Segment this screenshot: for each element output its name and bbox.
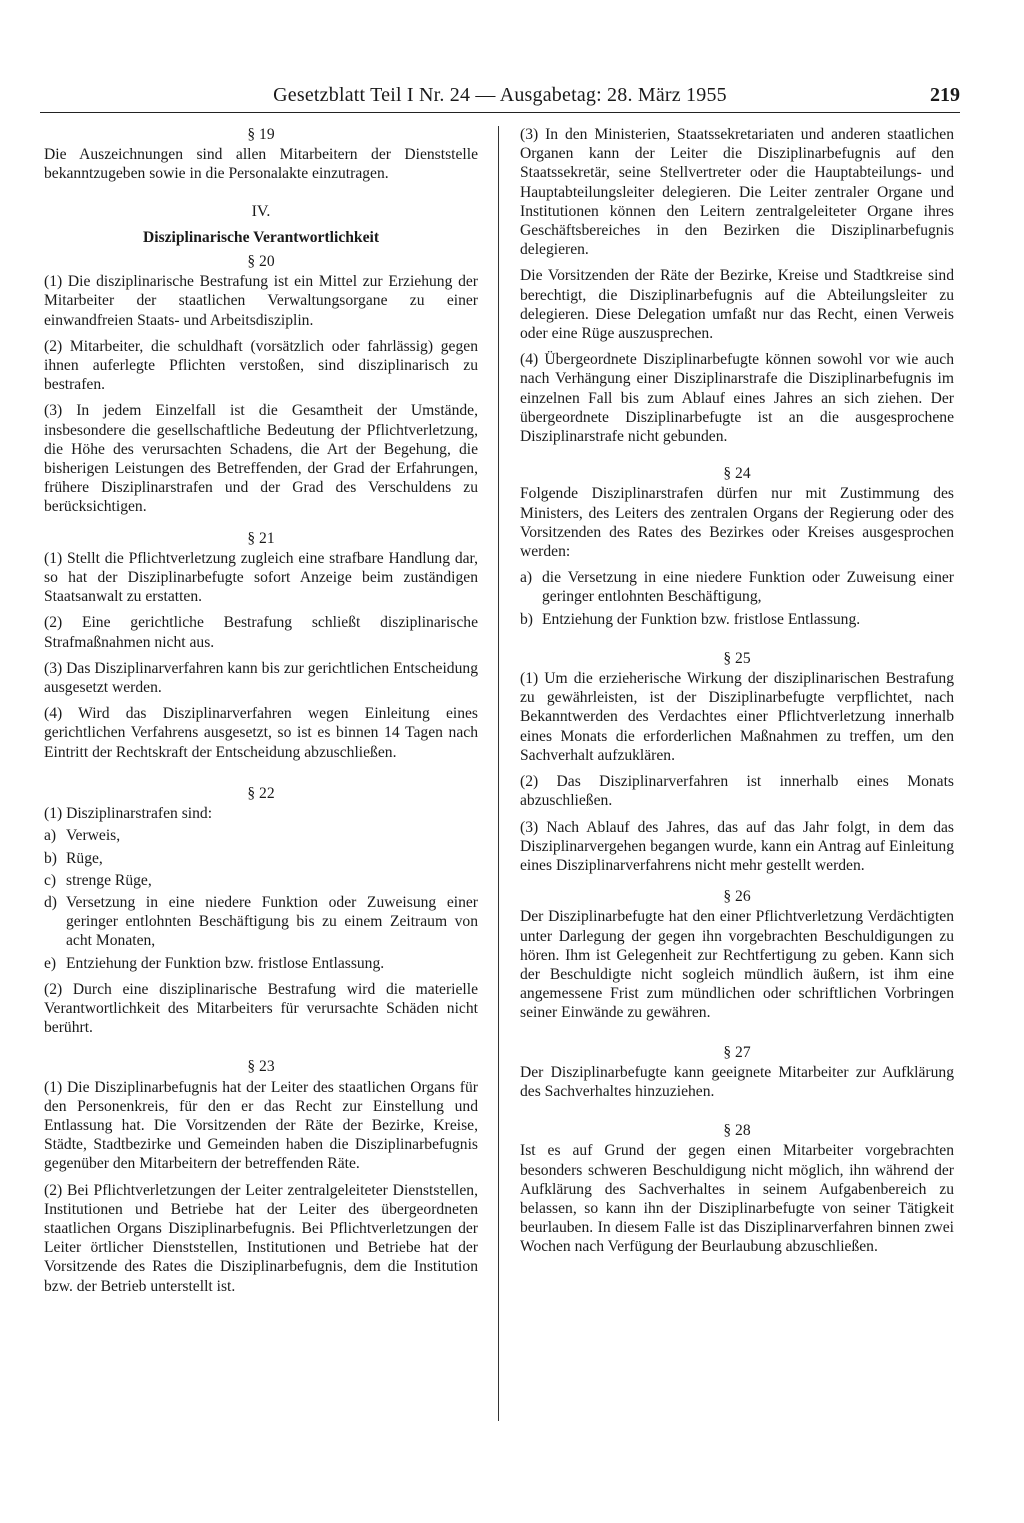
paragraph: (2) Durch eine disziplinarische Bestrafung wird die materielle Verantwortlichkeit des Mitarbeiters für verursachte Schäden nicht berührt. xyxy=(44,980,478,1037)
header-rule xyxy=(40,112,960,113)
approval-list xyxy=(520,568,954,629)
section-heading-23: § 23 xyxy=(247,1058,275,1076)
right-column xyxy=(520,125,954,1264)
paragraph: Der Disziplinarbefugte kann geeignete Mitarbeiter zur Aufklärung des Sachverhaltes hinzuziehen. xyxy=(520,1063,954,1100)
section-heading-27: § 27 xyxy=(723,1043,751,1061)
paragraph: (3) In jedem Einzelfall ist die Gesamtheit der Umstände, insbesondere die gesellschaftliche Bedeutung der Pflichtverletzung, die Höhe des verursachten Schadens, die Art der Begehung, die bisherigen Leistungen des Betreffenden, der Grad der Erfahrungen, frühere Disziplinarstrafen und der Grad des Verschuldens zu berücksichtigen. xyxy=(44,402,478,516)
section-heading-26: § 26 xyxy=(723,888,751,906)
paragraph: (2) Das Disziplinarverfahren ist innerhalb eines Monats abzuschließen. xyxy=(520,773,954,810)
paragraph: (4) Übergeordnete Disziplinarbefugte können sowohl vor wie auch nach Verhängung einer Disziplinarstrafe die Disziplinarbefugnis im einzelnen Fall bis zum Ablauf eines Jahres an sich ziehen. Der übergeordnete Disziplinarbefugte ist an die ausgesprochene Disziplinarstrafe nicht gebunden. xyxy=(520,351,954,446)
section-heading-21: § 21 xyxy=(247,529,275,547)
paragraph: (2) Mitarbeiter, die schuldhaft (vorsätzlich oder fahrlässig) gegen ihnen auferlegte Pflichten verstoßen, sind disziplinarisch zu bestrafen. xyxy=(44,337,478,394)
paragraph: Ist es auf Grund der gegen einen Mitarbeiter vorgebrachten besonders schweren Beschuldigung nicht möglich, ihn während der Aufklärung des Sachverhaltes in seinem Aufgabenbereich zu belassen, so kann ihn der Disziplinarbefugte von seiner Tätigkeit beurlauben. In diesem Falle ist das Disziplinarverfahren binnen zwei Wochen nach Verfügung der Beurlaubung abzuschließen. xyxy=(520,1142,954,1256)
paragraph: (1) Disziplinarstrafen sind: xyxy=(44,805,213,823)
list-item xyxy=(44,954,478,973)
section-heading-19: § 19 xyxy=(247,126,275,143)
header-title: Gesetzblatt Teil I Nr. 24 — Ausgabetag: 28. März 1955 xyxy=(273,84,727,106)
list-item xyxy=(520,568,954,606)
paragraph: (1) Stellt die Pflichtverletzung zugleich eine strafbare Handlung dar, so hat der Disziplinarbefugte sofort Anzeige beim zuständigen Staatsanwalt zu erstatten. xyxy=(44,549,478,606)
left-column xyxy=(44,125,478,1303)
list-letter: c) xyxy=(44,871,57,889)
list-text: Entziehung der Funktion bzw. fristlose Entlassung. xyxy=(542,610,861,628)
paragraph: (3) Nach Ablauf des Jahres, das auf das Jahr folgt, in dem das Disziplinarvergehen begangen wurde, kann ein Antrag auf Einleitung eines Disziplinarverfahrens nicht mehr gestellt werden. xyxy=(520,818,954,874)
list-item xyxy=(44,826,478,845)
list-text: Rüge, xyxy=(66,849,103,867)
list-letter: a) xyxy=(520,569,533,587)
chapter-number: IV. xyxy=(251,202,271,220)
paragraph: (4) Wird das Disziplinarverfahren wegen Einleitung eines gerichtlichen Verfahrens ausgesetzt, so ist es binnen 14 Tagen nach Eintritt der Rechtskraft der Entscheidung abzuschließen. xyxy=(44,705,478,761)
paragraph: (1) Die Disziplinarbefugnis hat der Leiter des staatlichen Organs für den Personenkreis, für den er das Recht zur Einstellung und Entlassung hat. Die Vorsitzenden der Räte der Bezirke, Kreise, Städte, Stadtbezirke und Gemeinden haben die Disziplinarbefugnis gegenüber den Mitarbeitern der betreffenden Räte. xyxy=(44,1078,478,1173)
paragraph: Folgende Disziplinarstrafen dürfen nur mit Zustimmung des Ministers, des Leiters des zentralen Organs der Regierung oder des Vorsitzenden des Rates des Bezirkes oder Kreises ausgesprochen werden: xyxy=(520,485,954,561)
list-letter: b) xyxy=(44,849,57,867)
section-heading-22: § 22 xyxy=(247,784,275,802)
list-item xyxy=(44,871,478,890)
list-item xyxy=(44,849,478,868)
penalty-list xyxy=(44,826,478,972)
section-heading-25: § 25 xyxy=(723,649,751,667)
list-letter: d) xyxy=(44,893,57,911)
paragraph: (3) Das Disziplinarverfahren kann bis zur gerichtlichen Entscheidung ausgesetzt werden. xyxy=(44,659,478,697)
list-text: Versetzung in eine niedere Funktion oder Zuweisung einer geringer entlohnten Beschäftigung bis zu einem Zeitraum von acht Monaten, xyxy=(66,893,478,950)
column-divider xyxy=(498,126,499,1421)
paragraph: (3) In den Ministerien, Staatssekretariaten und anderen staatlichen Organen kann der Leiter die Disziplinarbefugnis auf den Staatssekretär, seine Stellvertreter oder die Hauptabteilungs- und Hauptabteilungsleiter delegieren. Die Leiter zentraler Organe und Institutionen können den Leitern zentralgeleiteter Organe ihres Geschäftsbereiches in den Bezirken die Disziplinarbefugnis delegieren. xyxy=(520,126,954,259)
paragraph: (2) Bei Pflichtverletzungen der Leiter zentralgeleiteter Dienststellen, Institutionen und Betriebe hat der Leiter des übergeordneten staatlichen Organs Disziplinarbefugnis. Bei Pflichtverletzungen der Leiter örtlicher Dienststellen, Institutionen und Betriebe hat der Vorsitzende des Rates die Disziplinarbefugnis, dem die Institution bzw. der Betrieb unterstellt ist. xyxy=(44,1181,478,1295)
paragraph: (1) Um die erzieherische Wirkung der disziplinarischen Bestrafung zu gewährleisten, ist der Disziplinarbefugte verpflichtet, nach Bekanntwerden des Verdachtes einer Pflichtverletzung innerhalb eines Monats die erforderlichen Maßnahmen zu treffen, um den Sachverhalt aufzuklären. xyxy=(520,670,954,764)
section-heading-28: § 28 xyxy=(723,1122,751,1140)
list-letter: a) xyxy=(44,827,57,845)
section-heading-20: § 20 xyxy=(247,253,275,271)
paragraph: (2) Eine gerichtliche Bestrafung schließt disziplinarische Strafmaßnahmen nicht aus. xyxy=(44,614,478,651)
page-number: 219 xyxy=(930,84,960,106)
page-header xyxy=(40,84,960,114)
paragraph: Die Auszeichnungen sind allen Mitarbeitern der Dienststelle bekanntzugeben sowie in die Personalakte einzutragen. xyxy=(44,146,478,183)
section-heading-24: § 24 xyxy=(723,465,751,483)
list-text: strenge Rüge, xyxy=(66,871,152,889)
list-item xyxy=(44,893,478,951)
list-letter: b) xyxy=(520,610,533,628)
list-letter: e) xyxy=(44,954,57,972)
list-text: Entziehung der Funktion bzw. fristlose Entlassung. xyxy=(66,954,385,972)
list-text: Verweis, xyxy=(66,827,121,845)
paragraph: Der Disziplinarbefugte hat den einer Pflichtverletzung Verdächtigten unter Darlegung der gegen ihn vorgebrachten Beschuldigungen zu hören. Ihm ist Gelegenheit zur Rechtfertigung zu geben. Kann sich der Beschuldigte nicht sogleich mündlich äußern, ist ihm eine angemessene Frist zum mündlichen oder schriftlichen Vorbringen seiner Einwände zu gewähren. xyxy=(520,908,954,1022)
list-text: die Versetzung in eine niedere Funktion oder Zuweisung einer geringer entlohnten Beschäftigung, xyxy=(542,569,954,606)
paragraph: (1) Die disziplinarische Bestrafung ist ein Mittel zur Erziehung der Mitarbeiter der staatlichen Verwaltungsorgane zu einer einwandfreien Staats- und Arbeitsdisziplin. xyxy=(44,273,478,329)
paragraph: Die Vorsitzenden der Räte der Bezirke, Kreise und Stadtkreise sind berechtigt, die Disziplinarbefugnis auf die Abteilungsleiter zu delegieren. Diese Delegation umfaßt nur das Recht, einen Verweis oder eine Rüge auszusprechen. xyxy=(520,267,954,343)
list-item xyxy=(520,610,954,629)
chapter-title: Disziplinarische Verantwortlichkeit xyxy=(142,228,380,246)
